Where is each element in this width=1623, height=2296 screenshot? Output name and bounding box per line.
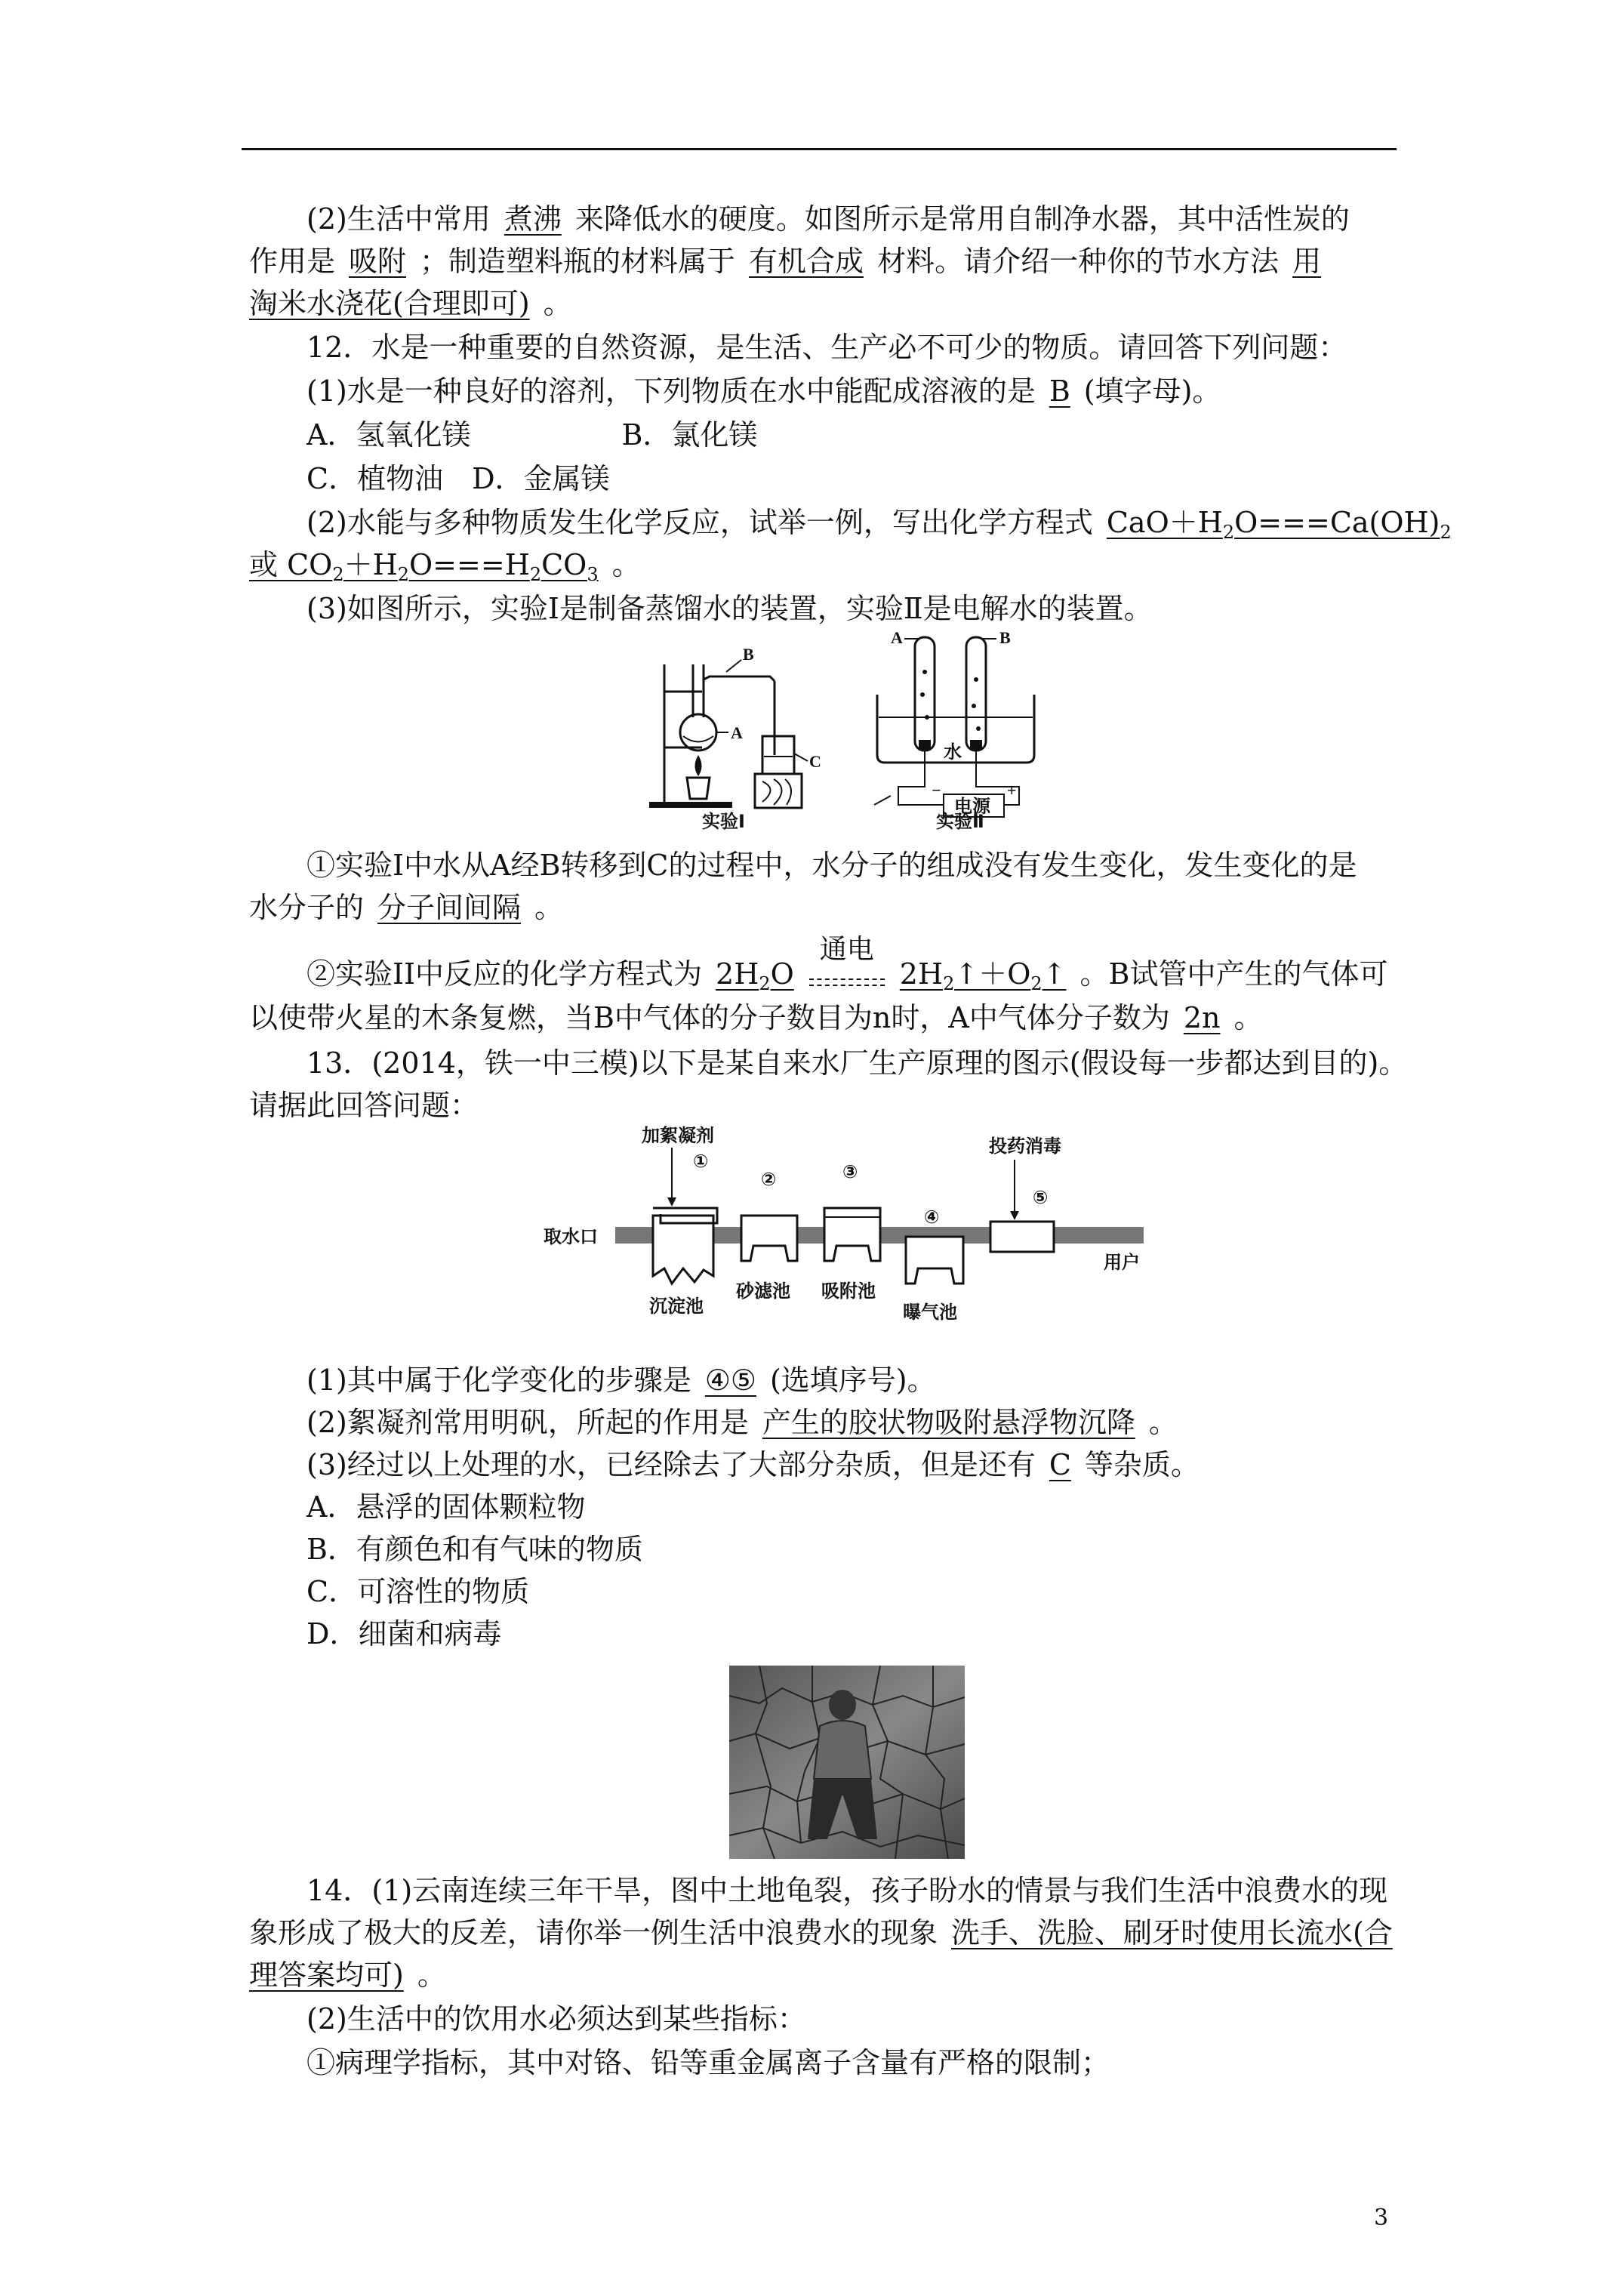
q12-sub2-line2: 以使带火星的木条复燃，当B中气体的分子数目为n时，A中气体分子数为 2n 。	[249, 1001, 1263, 1034]
answer-blank: B	[1049, 374, 1070, 408]
q12-sub1-line1: ①实验Ⅰ中水从A经B转移到C的过程中，水分子的组成没有发生变化，发生变化的是	[306, 849, 1357, 882]
step-5: ⑤	[1033, 1187, 1049, 1208]
q13-part1: (1)其中属于化学变化的步骤是 ④⑤ (选填序号)。	[306, 1364, 936, 1397]
q12-part1: (1)水是一种良好的溶剂，下列物质在水中能配成溶液的是 B (填字母)。	[306, 374, 1221, 408]
label-plus: +	[1007, 781, 1017, 800]
q11-line2: 作用是 吸附 ；制造塑料瓶的材料属于 有机合成 材料。请介绍一种你的节水方法 用	[249, 240, 1397, 282]
q12-part2: (2)水能与多种物质发生化学反应，试举一例，写出化学方程式 $CaO+H_2O===Ca(OH)_2$	[249, 501, 1454, 544]
q11-line3: 淘米水浇花(合理即可) 。	[249, 287, 572, 320]
label-user: 用户	[1104, 1252, 1140, 1273]
answer-blank: 有机合成	[749, 245, 864, 278]
answer-blank: ④⑤	[704, 1364, 756, 1397]
label-b-exp2: B	[999, 628, 1011, 647]
step-4: ④	[924, 1207, 940, 1228]
q13-part3: (3)经过以上处理的水，已经除去了大部分杂质，但是还有 C 等杂质。	[306, 1448, 1200, 1481]
label-settling-tank: 沉淀池	[649, 1296, 704, 1317]
label-water: 水	[944, 741, 962, 763]
q13-option-d: D．细菌和病毒	[306, 1617, 502, 1650]
answer-equation-1: $CaO+H_2O===Ca(OH)_2$	[1106, 506, 1452, 543]
page-number: 3	[1374, 2205, 1389, 2231]
step-1: ①	[693, 1151, 709, 1172]
step-2: ②	[761, 1169, 777, 1190]
label-power: 电源	[954, 796, 990, 817]
option-a: A．氢氧化镁	[306, 418, 471, 451]
option-b: B．氯化镁	[621, 418, 758, 451]
reaction-condition: 通电	[794, 953, 900, 995]
answer-blank: 产生的胶状物吸附悬浮物沉降	[762, 1406, 1135, 1439]
answer-blank: 分子间间隔	[377, 891, 522, 924]
q14-line1: 14．(1)云南连续三年干旱，图中土地龟裂，孩子盼水的情景与我们生活中浪费水的现	[306, 1874, 1388, 1907]
q13-part2: (2)絮凝剂常用明矾，所起的作用是 产生的胶状物吸附悬浮物沉降 。	[306, 1406, 1178, 1439]
q12-part2-cont: 或 $CO_2+H_2O===H_2CO_3$ 。	[249, 548, 641, 585]
label-coagulant: 加絮凝剂	[642, 1125, 714, 1146]
answer-blank: 洗手、洗脸、刷牙时使用长流水(合	[951, 1916, 1393, 1949]
q14-line3: 理答案均可) 。	[249, 1959, 446, 1992]
label-c-exp1: C	[809, 752, 821, 771]
answer-blank: C	[1049, 1448, 1071, 1481]
label-sand-filter: 砂滤池	[736, 1281, 790, 1302]
label-adsorption-tank: 吸附池	[821, 1281, 876, 1302]
label-disinfect: 投药消毒	[989, 1136, 1061, 1157]
q14-line4: (2)生活中的饮用水必须达到某些指标：	[306, 2002, 806, 2036]
label-a-exp2: A	[891, 628, 903, 647]
answer-blank: 2n	[1183, 1001, 1221, 1034]
header-rule	[242, 148, 1397, 150]
label-aeration-tank: 曝气池	[903, 1302, 957, 1323]
answer-blank: 理答案均可)	[249, 1959, 404, 1992]
q11-line1: (2)生活中常用 煮沸 来降低水的硬度。如图所示是常用自制净水器，其中活性炭的	[306, 202, 1350, 236]
answer-equation-2: 或 $CO_2+H_2O===H_2CO_3$	[249, 548, 599, 585]
q13-option-c: C．可溶性的物质	[306, 1575, 530, 1608]
q12-stem: 12．水是一种重要的自然资源，是生活、生产必不可少的物质。请回答下列问题：	[306, 331, 1347, 364]
answer-blank: 淘米水浇花(合理即可)	[249, 287, 530, 320]
experiment-diagram	[642, 627, 1064, 831]
q12-part3: (3)如图所示，实验Ⅰ是制备蒸馏水的装置，实验Ⅱ是电解水的装置。	[306, 592, 1153, 625]
water-plant-flow-diagram	[544, 1125, 1163, 1344]
answer-blank: 用	[1292, 245, 1322, 278]
q12-sub1-line2: 水分子的 分子间间隔 。	[249, 891, 564, 924]
drought-photo	[729, 1666, 965, 1859]
answer-blank: 煮沸	[504, 202, 562, 236]
q13-option-a: A．悬浮的固体颗粒物	[306, 1490, 586, 1524]
caption-exp2: 实验Ⅱ	[936, 811, 984, 831]
step-3: ③	[842, 1161, 858, 1182]
answer-blank: 吸附	[349, 245, 407, 278]
answer-equation-electrolysis: $2H_2O$ 通电 $2H_2↑+O_2↑$	[716, 934, 1067, 994]
label-a-exp1: A	[731, 723, 743, 742]
q14-line2: 象形成了极大的反差，请你举一例生活中浪费水的现象 洗手、洗脸、刷牙时使用长流水(合	[249, 1912, 1397, 1954]
q13-option-b: B．有颜色和有气味的物质	[306, 1533, 643, 1566]
q12-sub2-line1: ②实验II中反应的化学方程式为 $2H_2O$ 通电 $2H_2↑+O_2↑$ 。B试管中产生的气体可	[306, 934, 1388, 994]
caption-exp1: 实验Ⅰ	[702, 811, 745, 831]
q13-stem2: 请据此回答问题：	[249, 1089, 479, 1122]
q13-stem1: 13．(2014，铁一中三模)以下是某自来水厂生产原理的图示(假设每一步都达到目的)。	[306, 1046, 1408, 1080]
label-intake: 取水口	[544, 1226, 598, 1247]
label-minus: −	[932, 781, 941, 800]
q14-line5: ①病理学指标，其中对铬、铅等重金属离子含量有严格的限制；	[306, 2046, 1110, 2079]
label-b-exp1: B	[743, 645, 754, 664]
q12-options-cd: C．植物油 D．金属镁	[306, 462, 610, 495]
q12-options-ab	[249, 414, 1454, 456]
